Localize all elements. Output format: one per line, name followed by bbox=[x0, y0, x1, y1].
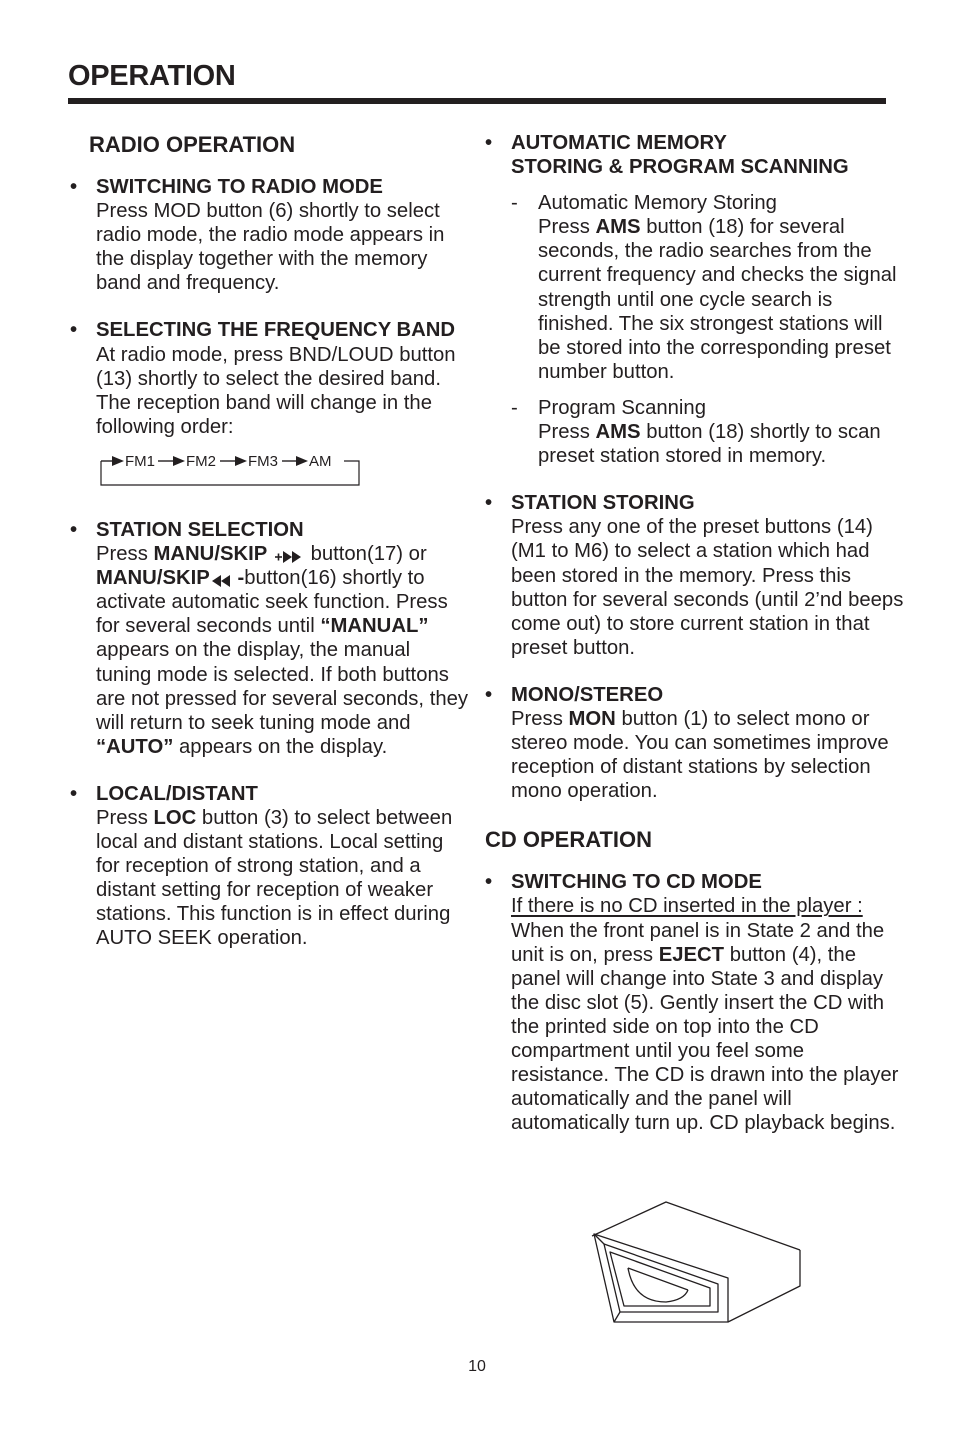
bullet: • bbox=[485, 492, 493, 515]
band-fm2-label: FM2 bbox=[186, 452, 216, 470]
station-selection-item bbox=[70, 518, 470, 759]
bullet: • bbox=[70, 176, 78, 198]
ams-storing-label: Automatic Memory Storing bbox=[538, 192, 777, 215]
switching-to-cd-text: When the front panel is in State 2 and the unit is on, press EJECT button (4), the panel will change into State 3 and display the disc slot (5). Gently insert the CD with the printed side on top into the CD compartment until you feel some resistance. The CD is drawn into the player automatically and the panel will automatically turn up. CD playback begins. bbox=[511, 919, 899, 1135]
station-storing-item bbox=[485, 491, 905, 660]
page-title: OPERATION bbox=[68, 60, 236, 92]
title-rule bbox=[68, 98, 886, 104]
local-distant-title: LOCAL/DISTANT bbox=[96, 782, 258, 805]
program-scanning-text: Press AMS button (18) shortly to scan preset station stored in memory. bbox=[538, 421, 881, 468]
local-distant-text: Press LOC button (3) to select between local and distant stations. Local setting for reception of strong station, and a distant setting for reception of weaker stations. This function is in effect during AUTO SEEK operation. bbox=[96, 806, 453, 950]
switching-to-radio-title: SWITCHING TO RADIO MODE bbox=[96, 176, 383, 198]
band-fm1-label: FM1 bbox=[125, 452, 155, 470]
arrow-right-icon bbox=[112, 456, 124, 466]
band-order-diagram bbox=[96, 451, 386, 495]
switching-to-radio-item bbox=[70, 175, 470, 295]
band-fm3-label: FM3 bbox=[248, 452, 278, 470]
switching-to-cd-item bbox=[485, 870, 905, 1135]
station-selection-title: STATION SELECTION bbox=[96, 518, 304, 541]
switching-to-cd-title: SWITCHING TO CD MODE bbox=[511, 871, 762, 894]
no-cd-condition: If there is no CD inserted in the player : bbox=[511, 895, 863, 918]
bullet: • bbox=[485, 132, 493, 154]
frequency-band-text: At radio mode, press BND/LOUD button (13) shortly to select the desired band. bbox=[96, 343, 456, 390]
arrow-right-icon bbox=[235, 456, 247, 466]
automatic-memory-item bbox=[485, 131, 905, 468]
left-column bbox=[70, 131, 470, 974]
bullet: • bbox=[485, 871, 493, 894]
mono-stereo-item bbox=[485, 683, 905, 803]
switching-to-radio-text: Press MOD button (6) shortly to select radio mode, the radio mode appears in the display together with the memory band and frequency. bbox=[96, 200, 445, 295]
mono-stereo-text: Press MON button (1) to select mono or stereo mode. You can sometimes improve reception of distant stations by selection mono operation. bbox=[511, 707, 889, 803]
station-storing-text: Press any one of the preset buttons (14) (M1 to M6) to select a station which had been stored in the memory. Press this button for several seconds (until 2’nd beeps come out) to store current station in that preset button. bbox=[511, 516, 904, 659]
frequency-band-order-text: The reception band will change in the following order: bbox=[96, 391, 432, 438]
dash: - bbox=[511, 396, 518, 419]
bullet: • bbox=[485, 683, 493, 706]
right-column bbox=[485, 131, 905, 1158]
frequency-band-title: SELECTING THE FREQUENCY BAND bbox=[96, 319, 456, 342]
automatic-memory-title-line1: AUTOMATIC MEMORY bbox=[511, 132, 727, 154]
skip-forward-icon bbox=[273, 547, 305, 563]
bullet: • bbox=[70, 518, 78, 541]
dash: - bbox=[511, 192, 518, 215]
station-selection-text: Press MANU/SKIP button(17) or MANU/SKIP -button(16) shortly to activate automatic seek function. Press for several seconds until “MANUAL” appears on the display, the manual tuning mode is selected. If both buttons are not pressed for several seconds, they will return to seek tuning mode and “AUTO” appears on the display. bbox=[96, 543, 469, 758]
bullet: • bbox=[70, 782, 78, 805]
frequency-band-item bbox=[70, 318, 470, 494]
page-number: 10 bbox=[468, 1358, 486, 1375]
arrow-right-icon bbox=[296, 456, 308, 466]
arrow-right-icon bbox=[173, 456, 185, 466]
program-scanning-label: Program Scanning bbox=[538, 396, 706, 419]
skip-back-icon bbox=[210, 571, 232, 587]
ams-storing-subitem bbox=[511, 191, 905, 384]
program-scanning-subitem bbox=[511, 396, 905, 468]
automatic-memory-title-line2: STORING & PROGRAM SCANNING bbox=[511, 156, 849, 179]
cd-operation-heading: CD OPERATION bbox=[485, 827, 653, 853]
cd-slot-illustration bbox=[588, 1198, 808, 1328]
local-distant-item bbox=[70, 782, 470, 951]
bullet: • bbox=[70, 319, 78, 342]
radio-operation-heading: RADIO OPERATION bbox=[89, 132, 296, 157]
ams-storing-text: Press AMS button (18) for several seconds, the radio searches from the current frequency and checks the signal strength until one cycle search is finished. The six strongest stations will be stored into the corresponding preset number button. bbox=[538, 216, 897, 383]
band-am-label: AM bbox=[309, 452, 332, 470]
station-storing-title: STATION STORING bbox=[511, 492, 695, 515]
mono-stereo-title: MONO/STEREO bbox=[511, 683, 664, 706]
